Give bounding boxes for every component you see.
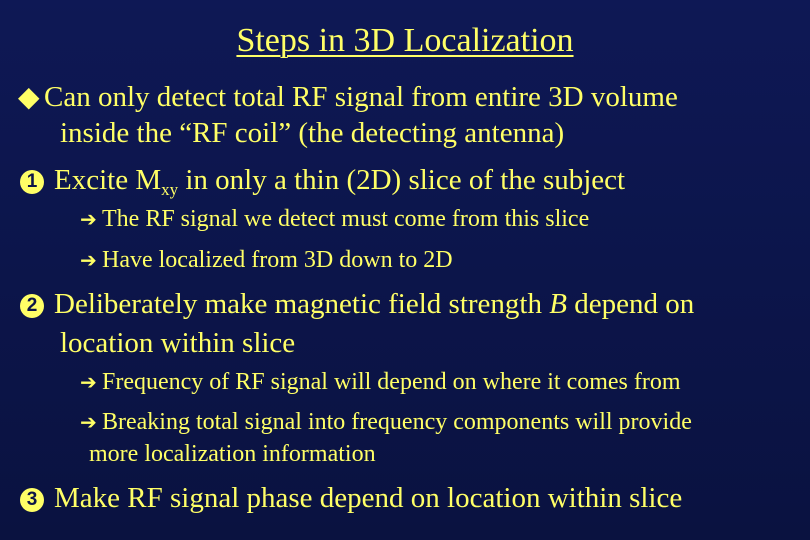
step1-sub-1-text: The RF signal we detect must come from this slice (102, 206, 590, 232)
arrow-right-icon: ➔ (80, 410, 97, 434)
step2-sub-1 (80, 369, 681, 396)
bullet-detect-line1 (18, 80, 678, 114)
step1-text-post: in only a thin (2D) slice of the subject (178, 164, 626, 196)
step1-heading (20, 164, 625, 197)
arrow-right-icon: ➔ (80, 207, 97, 231)
step2-sub-2-text: Breaking total signal into frequency components will provide (102, 409, 692, 435)
diamond-icon: ◆ (18, 82, 40, 113)
step2-sub-1-text: Frequency of RF signal will depend on where it comes from (102, 369, 681, 395)
step1-sub-2 (80, 247, 453, 274)
step2-line2: location within slice (60, 327, 296, 359)
arrow-right-icon: ➔ (80, 370, 97, 394)
step2-italic-b: B (549, 288, 567, 320)
step1-subscript: xy (161, 180, 179, 199)
step3-text: Make RF signal phase depend on location within slice (54, 482, 683, 514)
step2-heading (20, 288, 694, 321)
slide-title: Steps in 3D Localization (236, 22, 574, 59)
bullet-detect-text: Can only detect total RF signal from entire 3D volume (44, 81, 678, 113)
step2-sub-2 (80, 409, 692, 436)
step2-sub-2-cont: more localization information (89, 441, 376, 467)
bullet-detect-line2: inside the “RF coil” (the detecting antenna) (60, 117, 565, 149)
step2-text-pre: Deliberately make magnetic field strength (54, 288, 550, 320)
step3-number-icon: 3 (20, 488, 44, 512)
step1-number-icon: 1 (20, 170, 44, 194)
step1-sub-1 (80, 206, 589, 233)
step2-text-post: depend on (566, 288, 695, 320)
step1-sub-2-text: Have localized from 3D down to 2D (102, 247, 453, 273)
step1-text-pre: Excite M (54, 164, 162, 196)
step3-heading (20, 482, 682, 515)
arrow-right-icon: ➔ (80, 248, 97, 272)
step2-number-icon: 2 (20, 294, 44, 318)
